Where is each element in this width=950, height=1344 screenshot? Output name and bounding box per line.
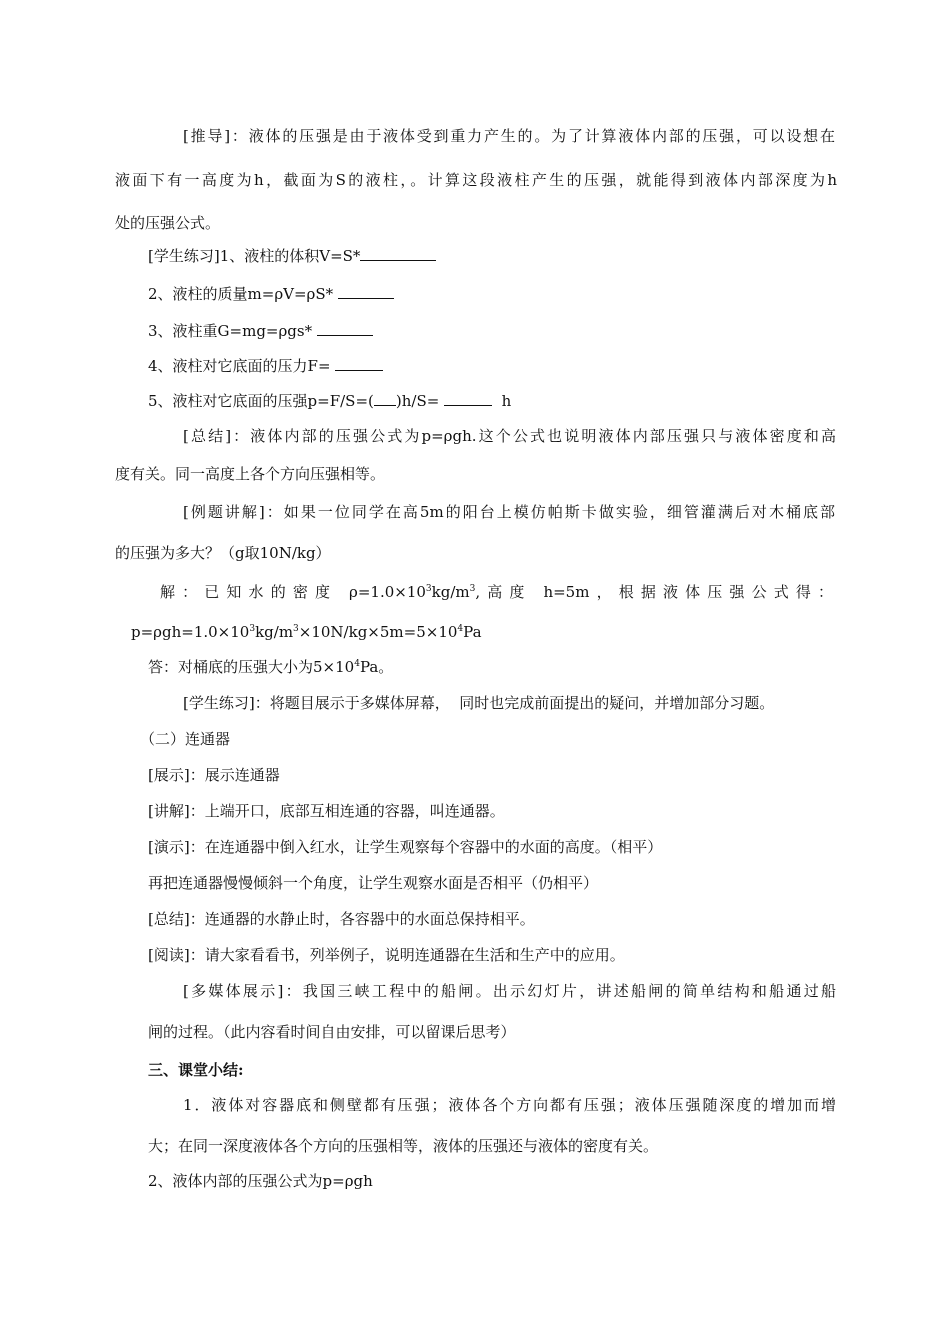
practice-q1 bbox=[148, 245, 436, 266]
answer-text-b: Pa。 bbox=[359, 658, 394, 676]
answer-line bbox=[148, 657, 393, 677]
practice2-line: [学生练习]：将题目展示于多媒体屏幕， 同时也完成前面提出的疑问，并增加部分习题。 bbox=[183, 694, 775, 712]
answer-blank[interactable] bbox=[317, 320, 373, 336]
connector-heading: （二）连通器 bbox=[140, 730, 231, 748]
answer-blank[interactable] bbox=[444, 390, 492, 406]
exponent: 3 bbox=[425, 584, 432, 594]
connector-media-1: [多媒体展示]：我国三峡工程中的船闸。出示幻灯片，讲述船闸的简单结构和船通过船 bbox=[183, 982, 836, 1000]
derivation-line-1: [推导]：液体的压强是由于液体受到重力产生的。为了计算液体内部的压强，可以设想在 bbox=[183, 127, 835, 145]
practice-q5 bbox=[148, 390, 511, 411]
practice-q4 bbox=[148, 355, 383, 376]
practice-q4-text: 4、液柱对它底面的压力F= bbox=[148, 357, 331, 375]
solution-text-b: kg/m bbox=[431, 583, 470, 601]
derivation-line-3: 处的压强公式。 bbox=[115, 214, 221, 232]
answer-text-a: 答：对桶底的压强大小为5×10 bbox=[148, 658, 355, 676]
practice-q2-text: 2、液柱的质量m=ρV=ρS* bbox=[148, 285, 334, 303]
formula-text-c: ×10N/kg×5m=5×10 bbox=[298, 623, 458, 641]
connector-media-2: 闸的过程。（此内容看时间自由安排，可以留课后思考） bbox=[148, 1023, 516, 1041]
solution-line-1 bbox=[160, 582, 833, 602]
solution-text-a: 解：已知水的密度 ρ=1.0×10 bbox=[160, 583, 426, 601]
connector-demo: [演示]：在连通器中倒入红水，让学生观察每个容器中的水面的高度。（相平） bbox=[148, 838, 663, 856]
connector-summary: [总结]：连通器的水静止时，各容器中的水面总保持相平。 bbox=[148, 910, 535, 928]
connector-show: [展示]：展示连通器 bbox=[148, 766, 280, 784]
connector-demo-2: 再把连通器慢慢倾斜一个角度，让学生观察水面是否相平（仍相平） bbox=[148, 874, 599, 892]
practice-q5-suffix: h bbox=[501, 392, 512, 410]
solution-text-c: ,高度 h=5m，根据液体压强公式得： bbox=[475, 583, 833, 601]
answer-blank[interactable] bbox=[360, 245, 436, 261]
solution-line-2 bbox=[131, 622, 482, 642]
practice-q5-prefix: 5、液柱对它底面的压强p=F/S=( bbox=[148, 392, 374, 410]
exponent: 3 bbox=[249, 624, 256, 634]
exponent: 3 bbox=[293, 624, 299, 634]
formula-text-b: kg/m bbox=[255, 623, 294, 641]
summary1-line-1: [总结]：液体内部的压强公式为p=ρgh.这个公式也说明液体内部压强只与液体密度和高 bbox=[183, 427, 836, 445]
formula-text-d: Pa bbox=[463, 623, 482, 641]
answer-blank[interactable] bbox=[338, 283, 394, 299]
answer-blank[interactable] bbox=[374, 390, 396, 406]
summary1-line-2: 度有关。同一高度上各个方向压强相等。 bbox=[115, 465, 386, 483]
connector-read: [阅读]：请大家看看书，列举例子，说明连通器在生活和生产中的应用。 bbox=[148, 946, 625, 964]
example-line-2: 的压强为多大？（g取10N/kg） bbox=[115, 544, 331, 562]
practice-q1-text: [学生练习]1、液柱的体积V=S* bbox=[148, 247, 361, 265]
practice-q3-text: 3、液柱重G=mg=ρgs* bbox=[148, 322, 313, 340]
connector-explain: [讲解]：上端开口，底部互相连通的容器，叫连通器。 bbox=[148, 802, 505, 820]
class-summary-p1-line-2: 大；在同一深度液体各个方向的压强相等，液体的压强还与液体的密度有关。 bbox=[148, 1137, 659, 1155]
example-line-1: [例题讲解]：如果一位同学在高5m的阳台上模仿帕斯卡做实验，细管灌满后对木桶底部 bbox=[183, 503, 835, 521]
class-summary-p1-line-1: 1．液体对容器底和侧壁都有压强；液体各个方向都有压强；液体压强随深度的增加而增 bbox=[183, 1096, 836, 1114]
practice-q5-mid: )h/S= bbox=[395, 392, 440, 410]
class-summary-heading: 三、课堂小结: bbox=[148, 1061, 244, 1079]
exponent: 4 bbox=[457, 624, 464, 634]
exponent: 4 bbox=[354, 659, 360, 669]
formula-text-a: p=ρgh=1.0×10 bbox=[131, 623, 250, 641]
derivation-line-2: 液面下有一高度为h，截面为S的液柱，。计算这段液柱产生的压强，就能得到液体内部深度为h bbox=[115, 171, 837, 189]
class-summary-p2: 2、液体内部的压强公式为p=ρgh bbox=[148, 1172, 373, 1190]
exponent: 3 bbox=[469, 584, 476, 594]
answer-blank[interactable] bbox=[335, 355, 383, 371]
practice-q2 bbox=[148, 283, 394, 304]
practice-q3 bbox=[148, 320, 373, 341]
